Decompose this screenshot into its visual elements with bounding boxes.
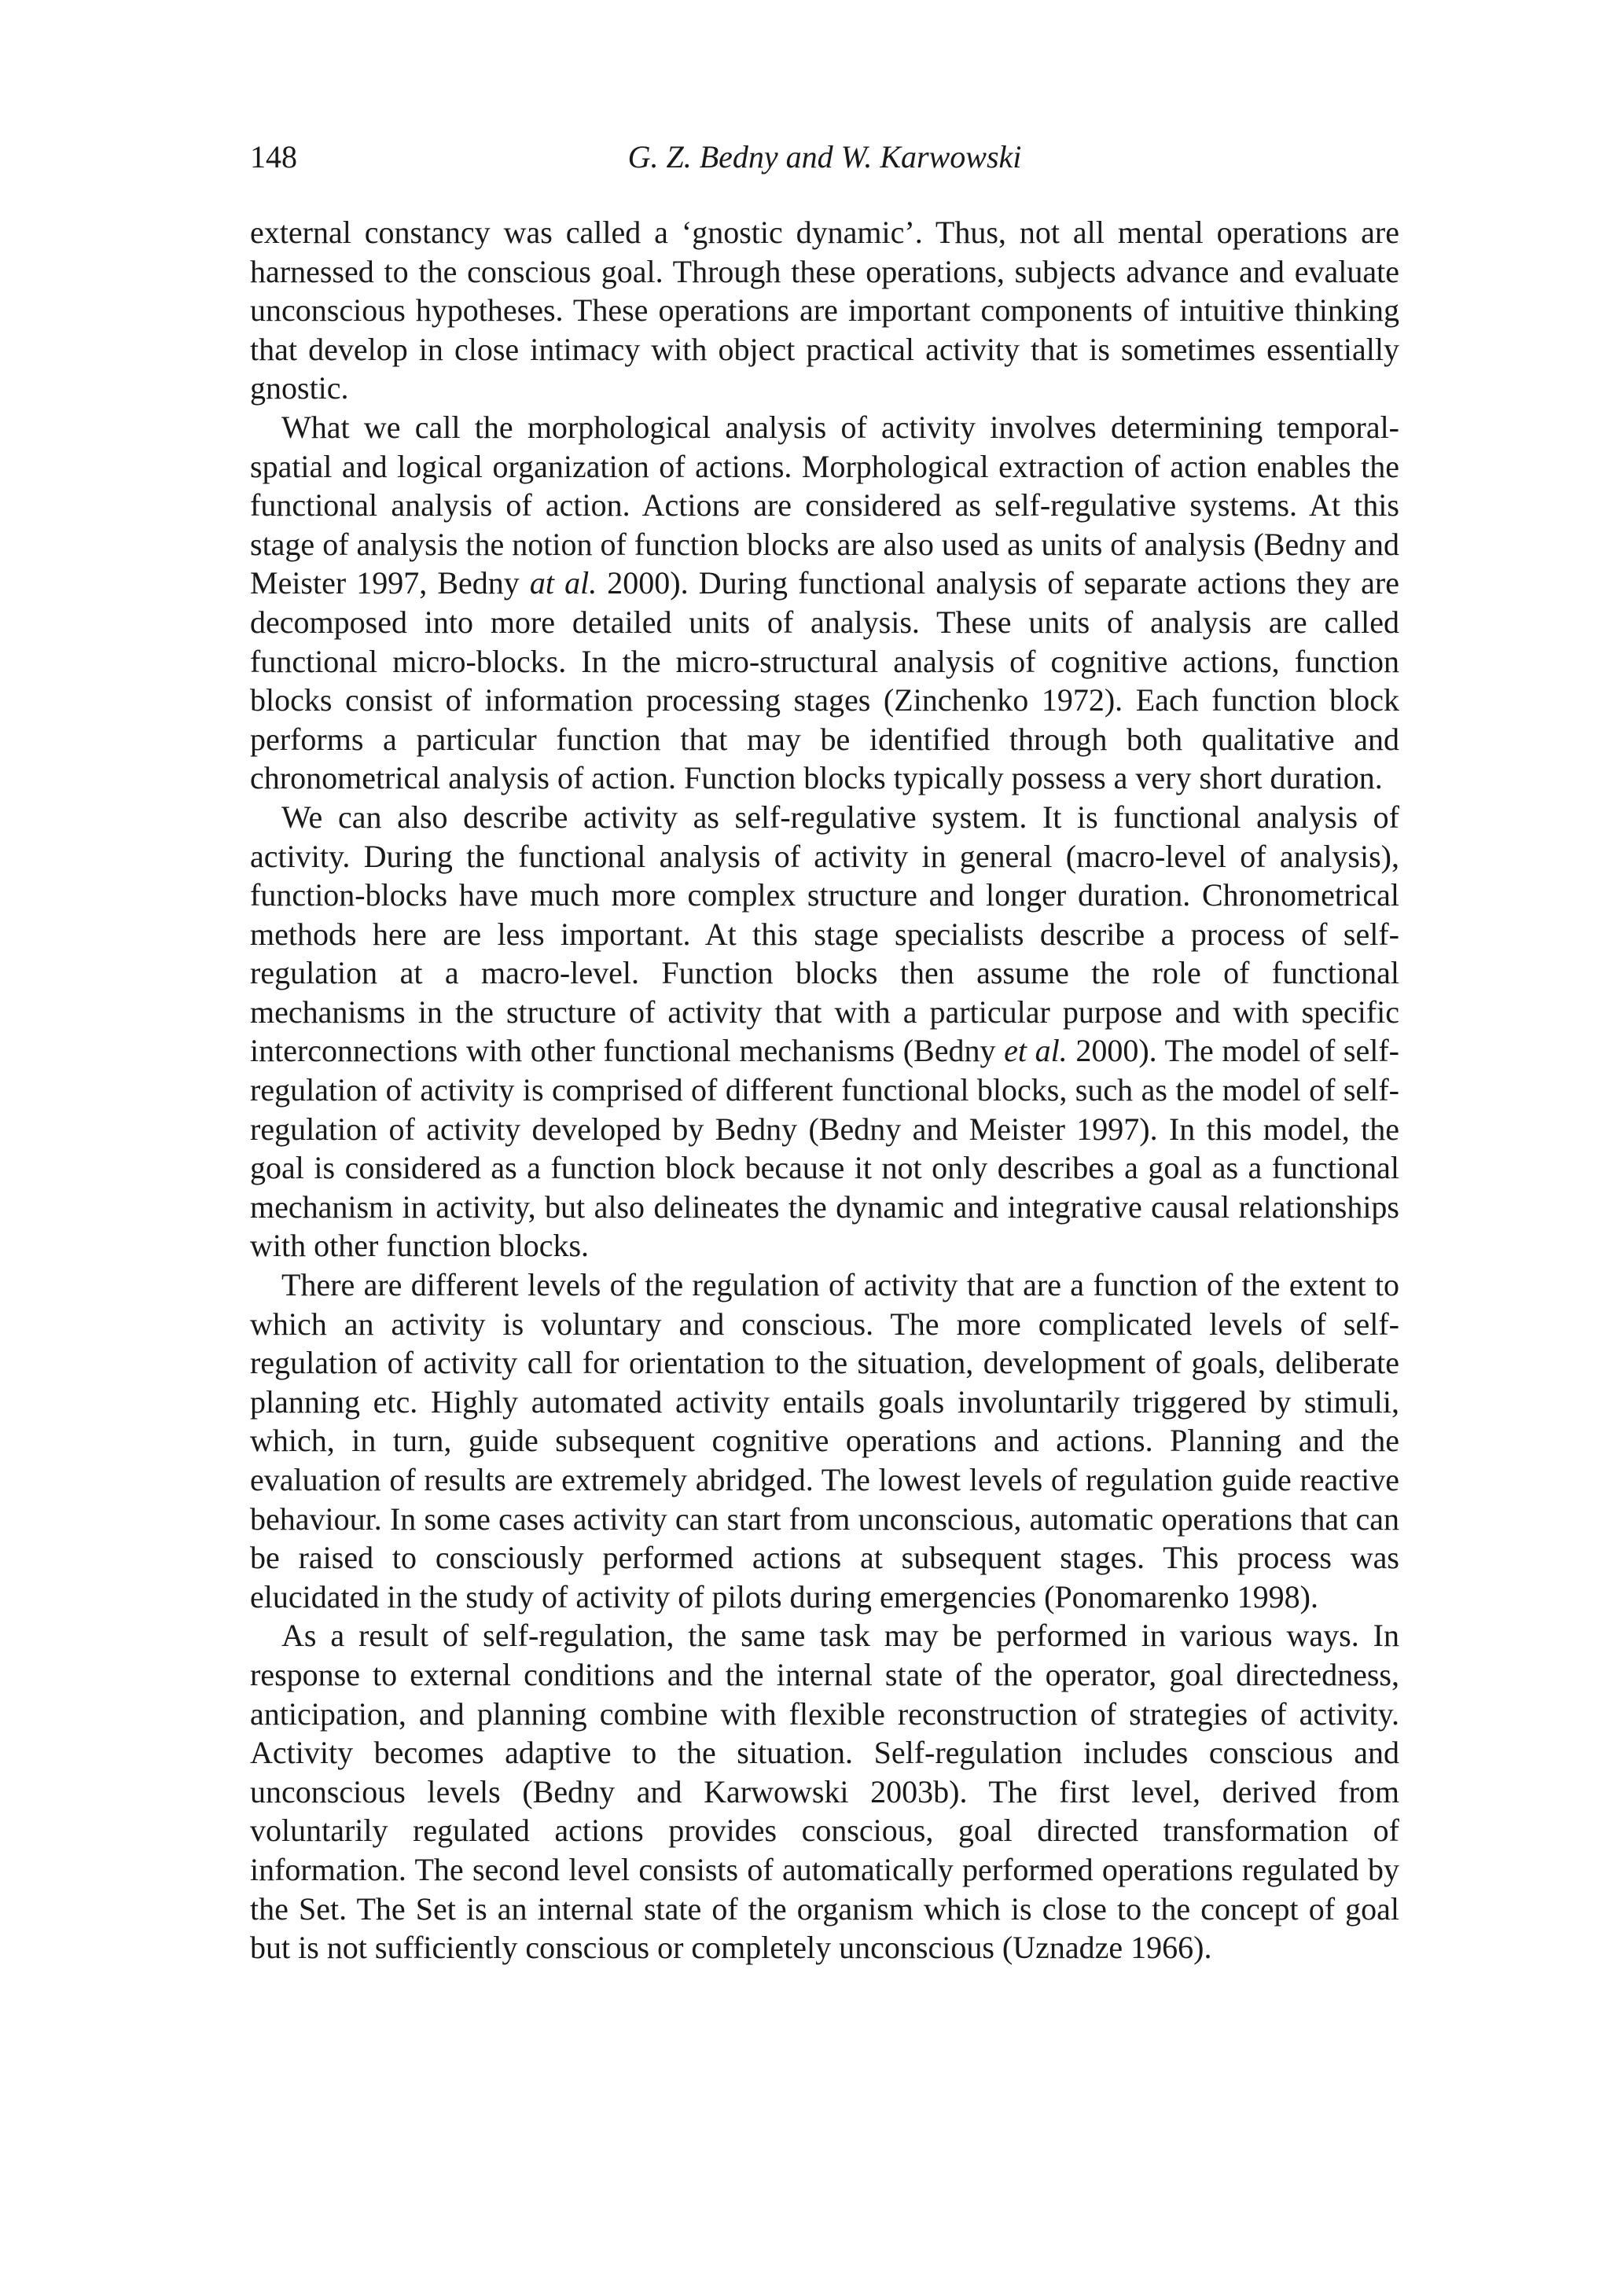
paragraph-5: [250, 1616, 1399, 1967]
paragraph-1: [250, 213, 1399, 408]
running-head: [250, 134, 1399, 181]
paragraph-text: 2000). During functional analysis of separate actions they are decomposed into more detailed units of analysis. These units of analysis are called functional micro-blocks. In the micro-structural analysis of cognitive actions, function blocks consist of information processing stages (Zinchenko 1972). Each function block performs a particular function that may be identified through both qualitative and chronometrical analysis of action. Function blocks typically possess a very short duration.: [250, 565, 1400, 796]
page-number: 148: [250, 139, 297, 174]
paragraph-text: external constancy was called a ‘gnostic dynamic’. Thus, not all mental operations are harnessed to the conscious goal. Through these operations, subjects advance and evaluate unconscious hypotheses. These operations are important components of intuitive thinking that develop in close intimacy with object practical activity that is sometimes essentially gnostic.: [250, 215, 1399, 406]
page: [250, 134, 1399, 1967]
paragraph-text: 2000). The model of self-regulation of activity is comprised of different functional blocks, such as the model of self-regulation of activity developed by Bedny (Bedny and Meister 1997). In this model, the goal is considered as a function block because it not only describes a goal as a functional mechanism in activity, but also delineates the dynamic and integrative causal relationships with other function blocks.: [250, 1033, 1399, 1264]
paragraph-3: [250, 798, 1399, 1266]
italic-citation: et al.: [1004, 1033, 1068, 1069]
paragraph-text: We can also describe activity as self-regulative system. It is functional analysis of activity. During the functional analysis of activity in general (macro-level of analysis), function-blocks have much more complex structure and longer duration. Chronometrical methods here are less important. At this stage specialists describe a process of self-regulation at a macro-level. Function blocks then assume the role of functional mechanisms in the structure of activity that with a particular purpose and with specific interconnections with other functional mechanisms (Bedny: [250, 799, 1399, 1069]
paragraph-text: As a result of self-regulation, the same task may be performed in various ways. In response to external conditions and the internal state of the operator, goal directedness, anticipation, and planning combine with flexible reconstruction of strategies of activity. Activity becomes adaptive to the situation. Self-regulation includes conscious and unconscious levels (Bedny and Karwowski 2003b). The first level, derived from voluntarily regulated actions provides conscious, goal directed transformation of information. The second level consists of automatically performed operations regulated by the Set. The Set is an internal state of the organism which is close to the concept of goal but is not sufficiently conscious or completely unconscious (Uznadze 1966).: [250, 1618, 1399, 1966]
italic-citation: at al.: [529, 565, 597, 601]
paragraph-text: There are different levels of the regulation of activity that are a function of the extent to which an activity is voluntary and conscious. The more complicated levels of self-regulation of activity call for orientation to the situation, development of goals, deliberate planning etc. Highly automated activity entails goals involuntarily triggered by stimuli, which, in turn, guide subsequent cognitive operations and actions. Planning and the evaluation of results are extremely abridged. The lowest levels of regulation guide reactive behaviour. In some cases activity can start from unconscious, automatic operations that can be raised to consciously performed actions at subsequent stages. This process was elucidated in the study of activity of pilots during emergencies (Ponomarenko 1998).: [250, 1267, 1399, 1615]
paragraph-text: What we call the morphological analysis of activity involves determining temporal-spatial and logical organization of actions. Morphological extraction of action enables the functional analysis of action. Actions are considered as self-regulative systems. At this stage of analysis the notion of function blocks are also used as units of analysis (Bedny and Meister 1997, Bedny: [250, 409, 1399, 601]
paragraph-2: [250, 408, 1399, 798]
body-text: [250, 213, 1399, 1967]
paragraph-4: [250, 1266, 1399, 1616]
running-title: G. Z. Bedny and W. Karwowski: [627, 139, 1022, 174]
